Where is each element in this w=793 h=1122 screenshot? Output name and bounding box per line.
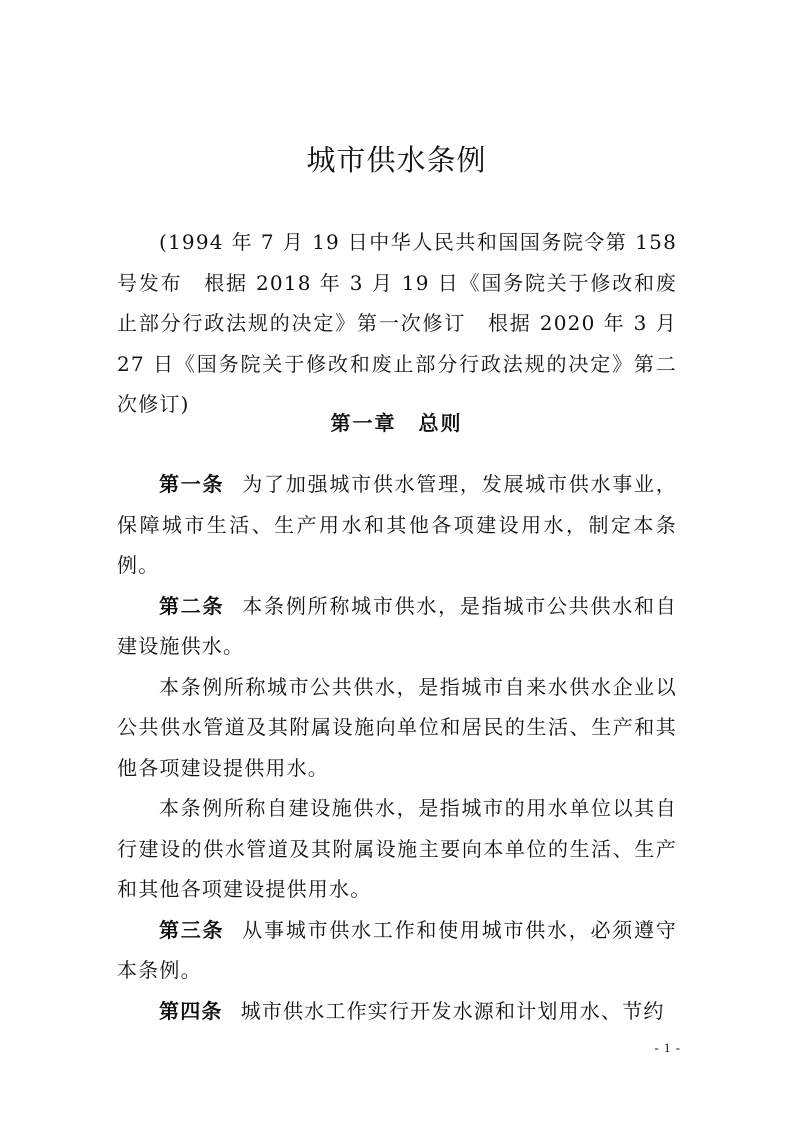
article-4-text: 城市供水工作实行开发水源和计划用水、节约 bbox=[240, 998, 665, 1023]
article-4 bbox=[117, 991, 677, 1032]
chapter-heading bbox=[0, 403, 793, 443]
article-2 bbox=[117, 586, 677, 667]
chapter-name: 总则 bbox=[418, 411, 463, 435]
document-title: 城市供水条例 bbox=[306, 143, 487, 177]
article-3-text: 从事城市供水工作和使用城市供水，必须遵守本条例。 bbox=[117, 917, 677, 982]
page-number: - 1 - bbox=[654, 1040, 681, 1055]
article-3 bbox=[117, 910, 677, 991]
revision-note: (1994 年 7 月 19 日中华人民共和国国务院令第 158 号发布 根据 2018 年 3 月 19 日《国务院关于修改和废止部分行政法规的决定》第一次修订 根据 2020 年 3 月 27 日《国务院关于修改和废止部分行政法规的决定》第二次修订) bbox=[117, 230, 677, 416]
chapter-number: 第一章 bbox=[330, 411, 397, 435]
article-2-paragraph-2: 本条例所称城市公共供水，是指城市自来水供水企业以公共供水管道及其附属设施向单位和居民的生活、生产和其他各项建设提供用水。 bbox=[117, 674, 677, 780]
article-2-head: 第二条 bbox=[159, 593, 225, 618]
article-2-paragraph-3: 本条例所称自建设施供水，是指城市的用水单位以其自行建设的供水管道及其附属设施主要向本单位的生活、生产和其他各项建设提供用水。 bbox=[117, 796, 677, 901]
article-2-text: 本条例所称城市供水，是指城市公共供水和自建设施供水。 bbox=[117, 593, 677, 658]
article-3-head: 第三条 bbox=[159, 917, 225, 942]
article-1 bbox=[117, 464, 677, 586]
article-1-head: 第一条 bbox=[159, 472, 225, 496]
articles bbox=[117, 464, 677, 1031]
article-1-text: 为了加强城市供水管理，发展城市供水事业，保障城市生活、生产用水和其他各项建设用水，制定本条例。 bbox=[117, 472, 677, 577]
document-note bbox=[117, 222, 677, 425]
article-4-head: 第四条 bbox=[159, 998, 223, 1023]
